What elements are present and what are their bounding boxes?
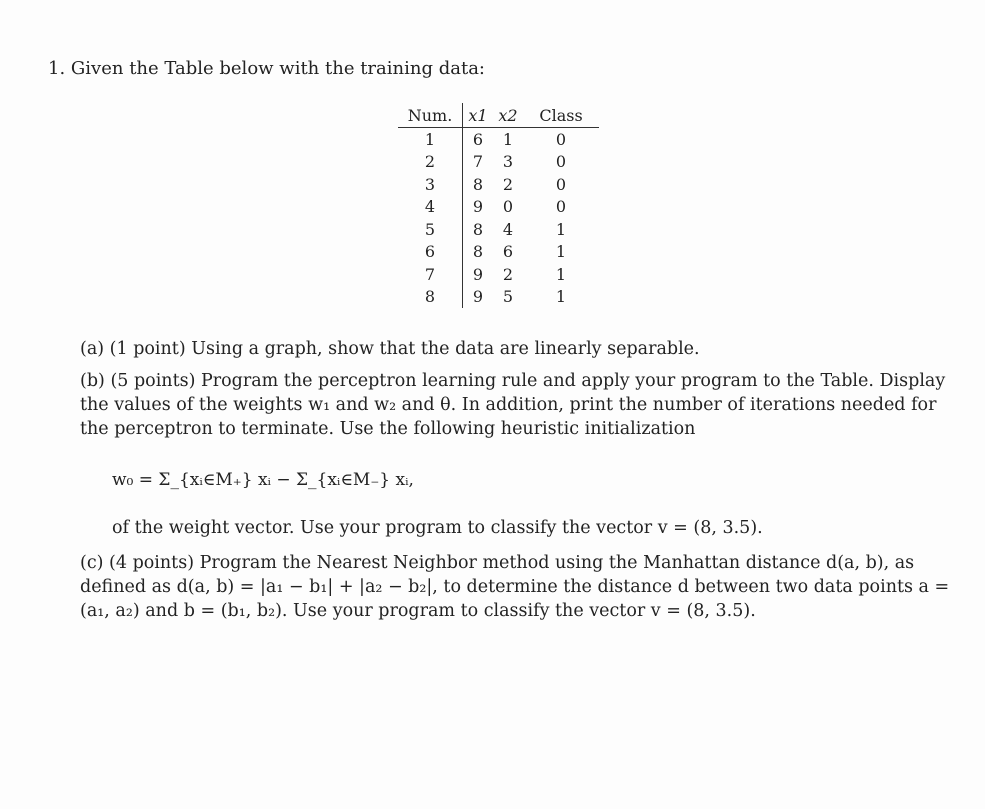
training-data-table [398, 103, 599, 308]
table-cell: 8 [472, 219, 484, 239]
question-heading [48, 58, 485, 79]
table-cell: 4 [398, 196, 463, 219]
table-cell: 5 [398, 218, 463, 241]
table-cell: 9 [472, 287, 484, 307]
part-b-text: (5 points) Program the perceptron learning rule and apply your program to the Table. Display the values of the weights w₁ and w₂ and θ. In addition, print the number of iterations needed for the perceptron to terminate. Use the following heuristic initialization [80, 371, 946, 439]
table-cell: 1 [502, 129, 514, 149]
header-x1: x1 [463, 103, 494, 128]
table-cell: 0 [555, 129, 567, 149]
part-a-label: (a) [80, 339, 105, 359]
question-number: 1. [48, 58, 66, 79]
table-cell: 7 [472, 152, 484, 172]
part-a-text: (1 point) Using a graph, show that the data are linearly separable. [109, 339, 700, 359]
table-cell: 3 [398, 173, 463, 196]
table-cell: 8 [398, 286, 463, 309]
header-class: Class [523, 103, 599, 128]
table-cell: 4 [502, 219, 514, 239]
table-cell: 1 [398, 128, 463, 151]
part-b-label: (b) [80, 371, 105, 391]
table-cell: 6 [502, 242, 514, 262]
table-cell: 5 [502, 287, 514, 307]
table-cell: 9 [472, 264, 484, 284]
table-cell: 2 [502, 264, 514, 284]
table-cell: 1 [555, 219, 567, 239]
table-cell: 6 [398, 241, 463, 264]
table-row [398, 151, 599, 174]
weight-init-formula: w₀ = Σ_{xᵢ∈M₊} xᵢ − Σ_{xᵢ∈M₋} xᵢ, [112, 470, 414, 490]
header-num: Num. [398, 103, 463, 128]
table-cell: 0 [502, 197, 514, 217]
part-b-after: of the weight vector. Use your program to classify the vector v = (8, 3.5). [112, 518, 763, 538]
table-cell: 2 [398, 151, 463, 174]
table-cell: 1 [555, 287, 567, 307]
table-cell: 0 [555, 197, 567, 217]
table-row [398, 196, 599, 219]
part-c-label: (c) [80, 553, 104, 573]
table-row [398, 241, 599, 264]
table-cell: 8 [472, 242, 484, 262]
table-cell: 6 [472, 129, 484, 149]
table-header-row [398, 103, 599, 128]
table-row [398, 263, 599, 286]
part-a [80, 337, 960, 361]
table-cell: 0 [555, 174, 567, 194]
question-text: Given the Table below with the training data: [70, 58, 485, 79]
table-cell: 3 [502, 152, 514, 172]
part-c [80, 551, 950, 623]
part-c-text: (4 points) Program the Nearest Neighbor method using the Manhattan distance d(a, b), as defined as d(a, b) = |a₁ − b₁| + |a₂ − b₂|, to determine the distance d between two data points a = (a₁, a₂) and b = (b₁, b₂). Use your program to classify the vector v = (8, 3.5). [80, 553, 950, 621]
table-row [398, 218, 599, 241]
table-cell: 9 [472, 197, 484, 217]
table-cell: 8 [472, 174, 484, 194]
table-row [398, 128, 599, 151]
table-row [398, 286, 599, 309]
table-cell: 2 [502, 174, 514, 194]
table-cell: 7 [398, 263, 463, 286]
part-b [80, 369, 950, 441]
table-cell: 1 [555, 242, 567, 262]
table-cell: 0 [555, 152, 567, 172]
table-cell: 1 [555, 264, 567, 284]
header-x2: x2 [493, 103, 523, 128]
table-row [398, 173, 599, 196]
